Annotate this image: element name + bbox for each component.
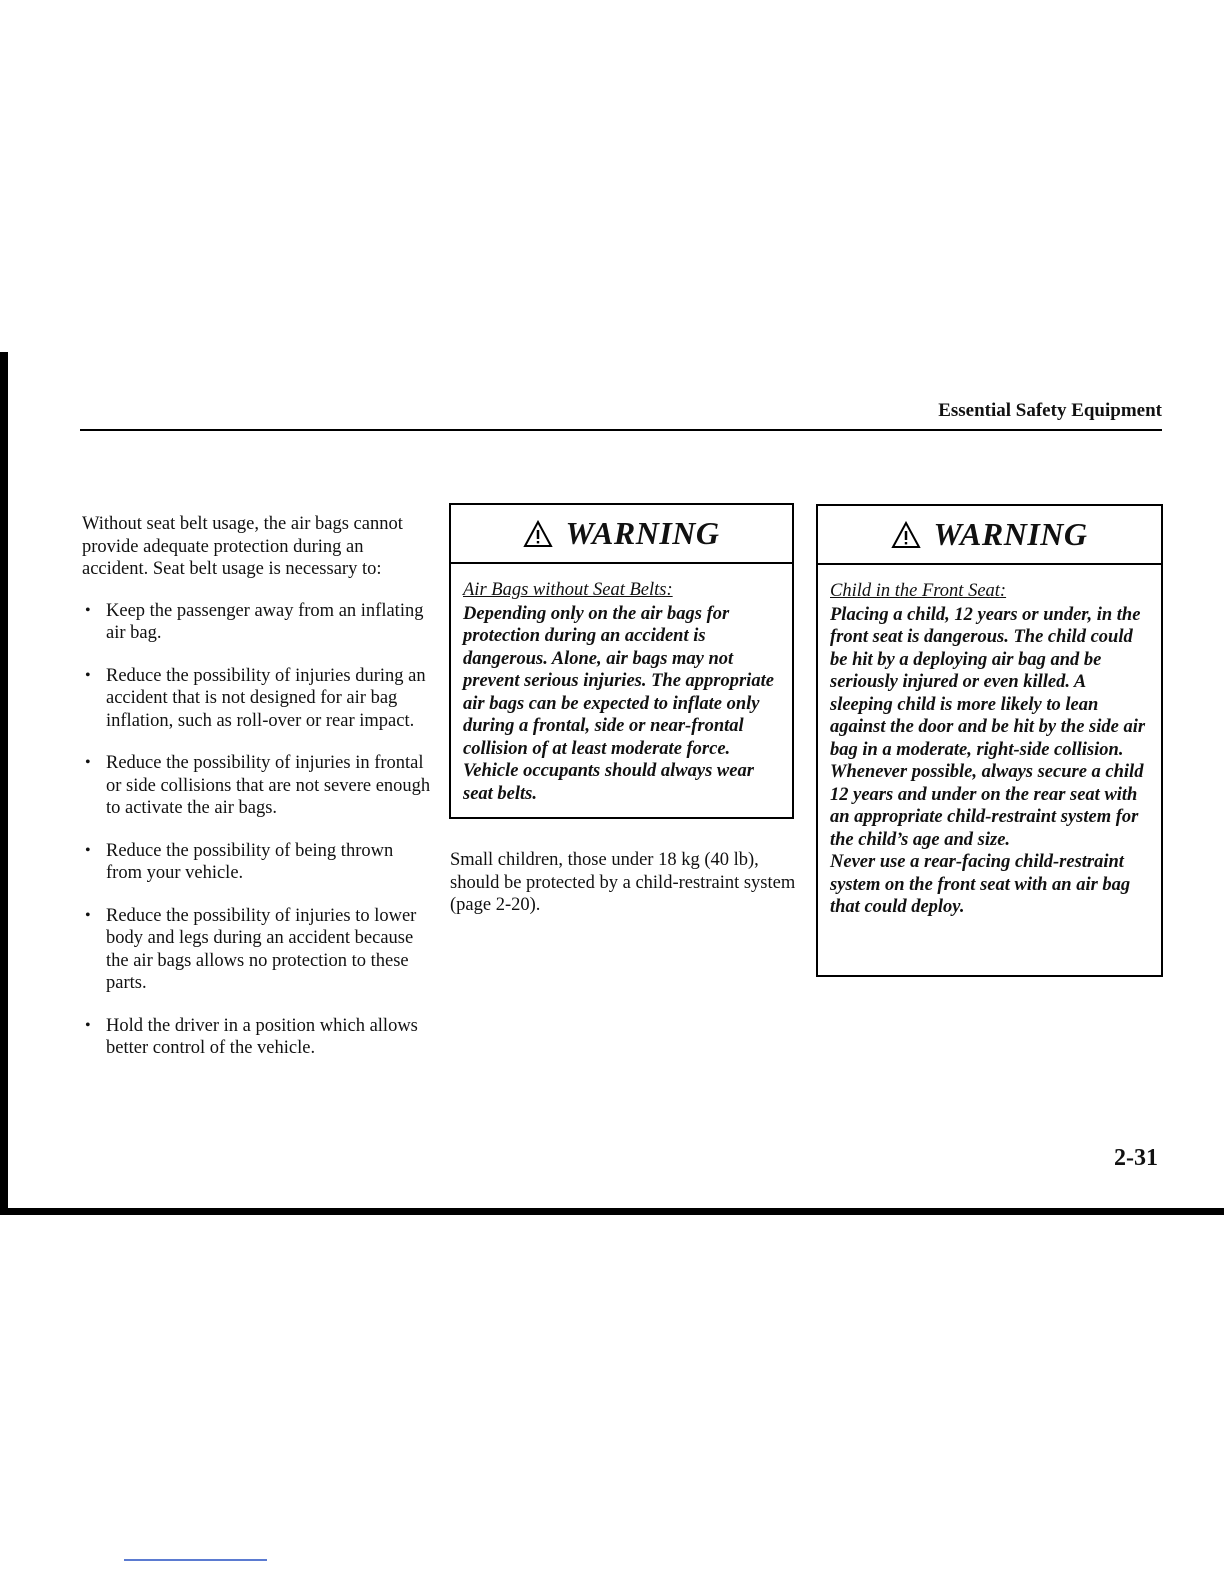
page-number: 2-31 — [1114, 1145, 1158, 1171]
warning-body — [451, 564, 792, 805]
list-item: • Reduce the possibility of injuries in frontal or side collisions that are not severe enough to activate the air bags. — [85, 753, 431, 818]
warning-header — [818, 506, 1161, 565]
warning-box-airbags — [449, 503, 794, 819]
list-item: • Keep the passenger away from an inflating air bag. — [85, 600, 424, 643]
warning-title: WARNING — [565, 515, 720, 551]
bullet-icon: • — [85, 841, 91, 859]
warning-text-2: Never use a rear-facing child-restraint system on the front seat with an air bag that could deploy. — [830, 852, 1131, 917]
section-title: Essential Safety Equipment — [938, 400, 1162, 421]
warning-text: Depending only on the air bags for protection during an accident is dangerous. Alone, air bags may not prevent serious injuries. The appropriate air bags can be expected to inflate only during a frontal, side or near-frontal collision of at least moderate force. Vehicle occupants should always wear seat belts. — [463, 603, 774, 804]
page-edge-bar — [0, 352, 8, 1214]
warning-subtitle: Child in the Front Seat: — [830, 581, 1007, 601]
bullet-icon: • — [85, 1016, 91, 1034]
list-item: • Reduce the possibility of being thrown from your vehicle. — [85, 840, 394, 883]
bullet-icon: • — [85, 601, 91, 619]
warning-subtitle: Air Bags without Seat Belts: — [463, 580, 673, 600]
bullet-icon: • — [85, 666, 91, 684]
warning-body — [818, 565, 1161, 919]
warning-header — [451, 505, 792, 564]
warning-box-child — [816, 504, 1163, 977]
child-restraint-paragraph: Small children, those under 18 kg (40 lb), should be protected by a child-restraint system (page 2-20). — [450, 850, 796, 915]
list-item: • Hold the driver in a position which allows better control of the vehicle. — [85, 1015, 418, 1058]
bullet-list — [82, 600, 432, 1060]
intro-paragraph: Without seat belt usage, the air bags cannot provide adequate protection during an accident. Seat belt usage is necessary to: — [82, 514, 403, 579]
list-item: • Reduce the possibility of injuries to lower body and legs during an accident because the air bags allows no protection to these parts. — [85, 905, 417, 993]
warning-triangle-icon — [523, 520, 553, 548]
warning-triangle-icon — [891, 521, 921, 549]
left-column — [82, 513, 432, 1080]
bottom-rule — [0, 1208, 1224, 1215]
bullet-icon: • — [85, 754, 91, 771]
header-rule — [80, 429, 1162, 431]
list-item: • Reduce the possibility of injuries during an accident that is not designed for air bag inflation, such as roll-over or rear impact. — [85, 665, 426, 731]
warning-title: WARNING — [933, 516, 1088, 552]
footer-link-line — [124, 1559, 267, 1561]
warning-text: Placing a child, 12 years or under, in the front seat is dangerous. The child could be hit by a deploying air bag and be seriously injured or even killed. A sleeping child is more likely to lean against the door and be hit by the side air bag in a moderate, right-side collision. Whenever possible, always secure a child 12 years and under on the rear seat with an appropriate child-restraint system for the child’s age and size. — [830, 604, 1146, 850]
bullet-icon: • — [85, 906, 91, 924]
